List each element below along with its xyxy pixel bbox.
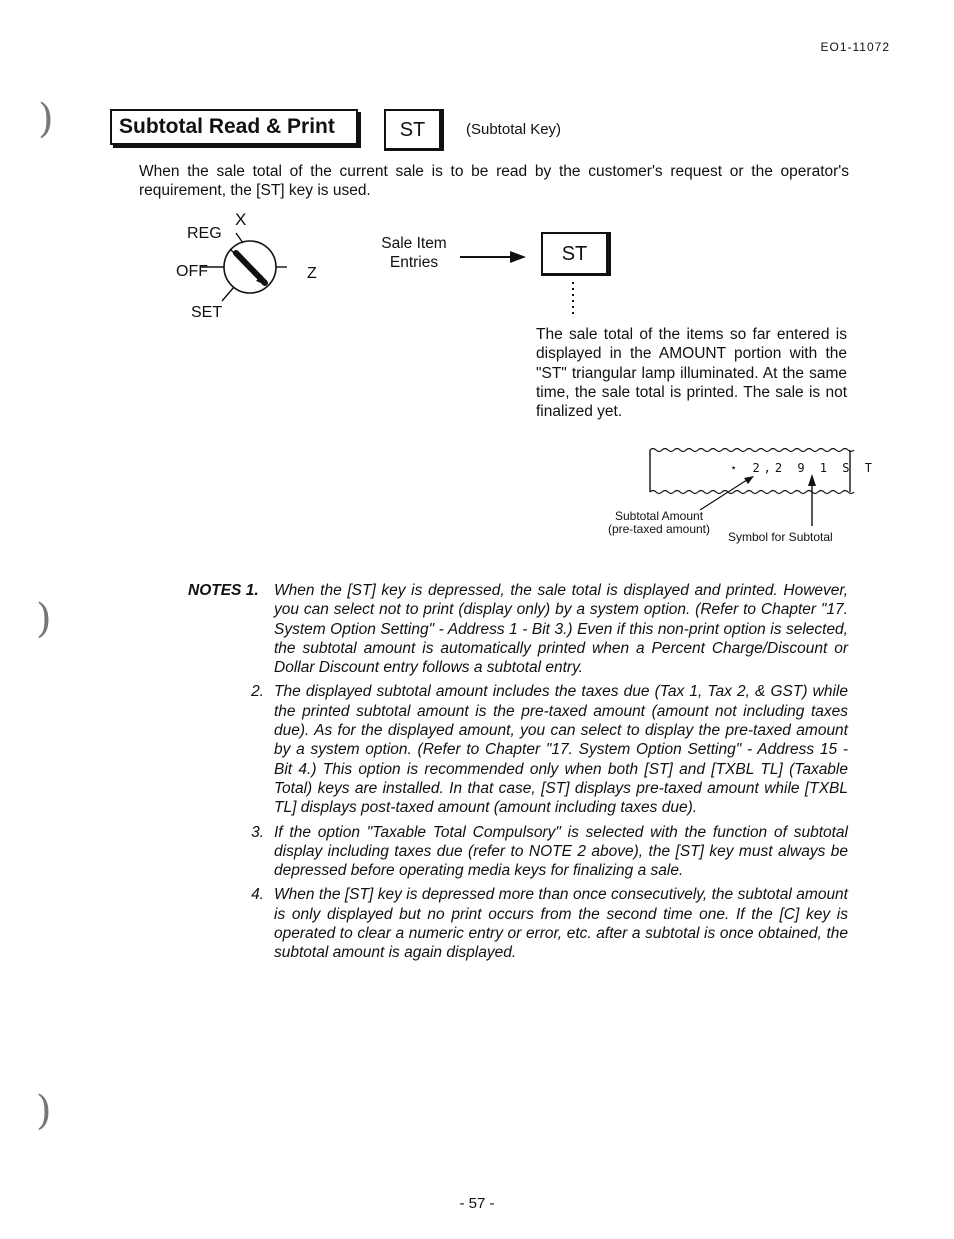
note-item — [188, 581, 848, 677]
notes-section — [188, 581, 848, 968]
margin-mark: ) — [36, 596, 52, 642]
dotted-connector — [566, 280, 580, 320]
note-number: 2. — [251, 683, 264, 701]
page-number: - 57 - — [459, 1195, 495, 1212]
margin-mark: ) — [36, 1088, 52, 1134]
dial-label-reg: REG — [187, 225, 222, 242]
st-key-icon: ST — [541, 232, 611, 276]
arrow-right-icon — [458, 247, 528, 267]
sale-item-entries — [366, 234, 462, 272]
subtotal-label-line: Subtotal Amount — [614, 509, 704, 523]
st-description: The sale total of the items so far entered is displayed in the AMOUNT portion with the "ST" triangular lamp illuminated. At the same time, the sale total is printed. The sale is not finalized yet. — [536, 326, 847, 421]
note-text: The displayed subtotal amount includes the taxes due (Tax 1, Tax 2, & GST) while the printed subtotal amount is the pre-taxed amount (amount not including taxes due). As for the displayed amount, you can select to display the pre-taxed amount by a system option. (Refer to Chapter "17. System Option Setting" - Address 15 - Bit 4.) This option is recommended only when both [ST] and [TXBL TL] (Taxable Total) keys are installed. In that case, [ST] displays pre-taxed amount while [TXBL TL] displays post-taxed amount (amount including taxes due). — [274, 683, 848, 817]
note-item — [188, 885, 848, 962]
note-number: 3. — [251, 823, 264, 841]
entries-line: Entries — [389, 254, 439, 271]
note-item — [188, 682, 848, 817]
subtotal-amount-label — [600, 510, 718, 536]
margin-mark: ) — [38, 96, 54, 142]
entries-line: Sale Item — [381, 235, 447, 252]
note-number: NOTES 1. — [188, 582, 259, 599]
dial-label-off: OFF — [176, 263, 208, 280]
document-id: EO1-11072 — [820, 40, 890, 54]
intro-paragraph: When the sale total of the current sale is to be read by the customer's request or the operator's requirement, the [ST] key is used. — [139, 163, 849, 199]
st-key-icon: ST — [384, 109, 444, 151]
subtotal-label-line: (pre-taxed amount) — [607, 522, 711, 536]
receipt-subtotal-value: ⋆ 2,2 9 1 S T — [730, 461, 876, 475]
notes-heading: NOTES — [188, 582, 242, 599]
note-text: If the option "Taxable Total Compulsory" is selected with the function of subtotal display including taxes due (refer to NOTE 2 above), the [ST] key must always be depressed before operating media keys for finalizing a sale. — [274, 823, 848, 880]
dial-label-set: SET — [191, 304, 223, 321]
note-text: When the [ST] key is depressed, the sale total is displayed and printed. However, you can select not to print (display only) by a system option. (Refer to Chapter "17. System Option Setting" - Address 1 - Bit 3.) Even if this non-print option is selected, the subtotal amount is automatically printed when a Percent Charge/Discount or Dollar Discount entry follows a subtotal entry. — [274, 582, 848, 677]
note-text: When the [ST] key is depressed more than once consecutively, the subtotal amount is only displayed but no print occurs from the second time one. If the [C] key is operated to clear a numeric entry or error, etc. after a subtotal is once obtained, the subtotal amount is again displayed. — [274, 886, 848, 962]
dial-label-x: X — [235, 210, 247, 229]
key-caption: (Subtotal Key) — [466, 121, 562, 138]
section-title: Subtotal Read & Print — [110, 109, 358, 145]
note-item — [188, 823, 848, 881]
symbol-for-subtotal-label: Symbol for Subtotal — [728, 530, 833, 544]
note-number: 4. — [251, 886, 264, 904]
dial-label-z: Z — [307, 265, 317, 282]
